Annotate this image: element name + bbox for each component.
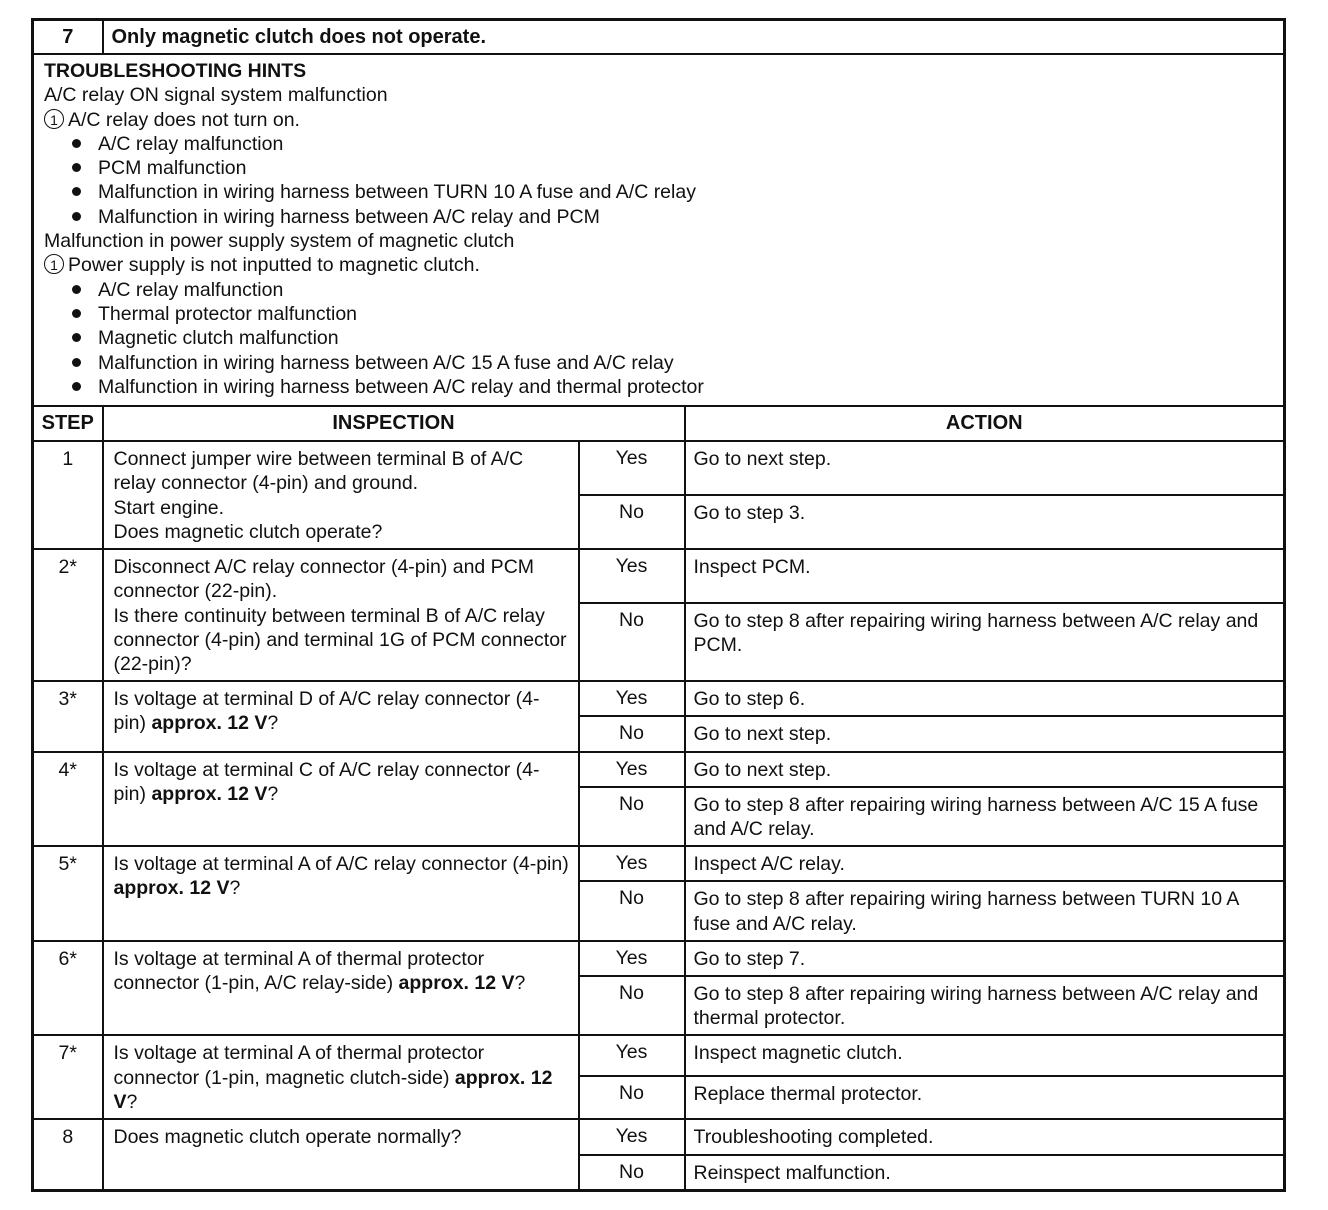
yes-action: Troubleshooting completed. [685,1119,1285,1154]
no-action: Go to step 8 after repairing wiring harness between A/C 15 A fuse and A/C relay. [685,787,1285,846]
circled-number-icon: 1 [44,109,64,129]
yes-label: Yes [579,846,685,881]
troubleshooting-sheet [31,18,1283,1192]
circled-number-icon: 1 [44,254,64,274]
header-number: 7 [33,20,103,55]
hints-row [33,54,1285,406]
no-label: No [579,1076,685,1119]
yes-label: Yes [579,1119,685,1154]
hint-bullet: PCM malfunction [44,156,1283,180]
step-number: 5* [33,846,103,941]
hint-bullet: A/C relay malfunction [44,132,1283,156]
yes-label: Yes [579,681,685,716]
bullet-icon [72,285,81,294]
yes-label: Yes [579,441,685,495]
header-title: Only magnetic clutch does not operate. [103,20,1285,55]
bullet-icon [72,187,81,196]
bullet-icon [72,309,81,318]
header-row [33,20,1285,55]
no-label: No [579,603,685,681]
column-action: ACTION [685,406,1285,441]
no-label: No [579,881,685,940]
step-row [33,549,1285,603]
step-inspection: Is voltage at terminal A of thermal protector connector (1-pin, A/C relay-side) approx. 12 V? [103,941,579,1036]
yes-label: Yes [579,1035,685,1076]
hint-subheading: 1 Power supply is not inputted to magnetic clutch. [44,253,1283,277]
no-label: No [579,1155,685,1191]
hint-heading: A/C relay ON signal system malfunction [44,84,388,107]
step-number: 1 [33,441,103,549]
no-action: Go to next step. [685,716,1285,751]
step-number: 4* [33,752,103,847]
yes-action: Go to next step. [685,752,1285,787]
yes-action: Go to step 7. [685,941,1285,976]
bullet-icon [72,163,81,172]
yes-label: Yes [579,549,685,603]
yes-action: Go to next step. [685,441,1285,495]
hint-bullet: Malfunction in wiring harness between A/C relay and thermal protector [44,375,1283,399]
hint-bullet: A/C relay malfunction [44,278,1283,302]
yes-action: Go to step 6. [685,681,1285,716]
bullet-icon [72,333,81,342]
step-row [33,752,1285,787]
yes-label: Yes [579,941,685,976]
hint-bullet: Malfunction in wiring harness between A/C relay and PCM [44,205,1283,229]
hint-heading: Malfunction in power supply system of magnetic clutch [44,230,515,253]
no-action: Replace thermal protector. [685,1076,1285,1119]
no-action: Go to step 3. [685,495,1285,549]
hint-subheading: 1 A/C relay does not turn on. [44,108,1283,132]
step-inspection: Connect jumper wire between terminal B of A/C relay connector (4-pin) and ground. Start engine. Does magnetic clutch operate? [103,441,579,549]
column-inspection: INSPECTION [103,406,685,441]
step-number: 6* [33,941,103,1036]
troubleshooting-hints [33,54,1285,406]
step-number: 2* [33,549,103,681]
yes-action: Inspect A/C relay. [685,846,1285,881]
column-step: STEP [33,406,103,441]
hints-title: TROUBLESHOOTING HINTS [44,60,307,82]
yes-action: Inspect PCM. [685,549,1285,603]
step-inspection: Disconnect A/C relay connector (4-pin) and PCM connector (22-pin). Is there continuity between terminal B of A/C relay connector (4-pin) and terminal 1G of PCM connector (22-pin)? [103,549,579,681]
hint-bullet: Thermal protector malfunction [44,302,1283,326]
hint-bullet: Malfunction in wiring harness between TURN 10 A fuse and A/C relay [44,180,1283,204]
step-number: 7* [33,1035,103,1119]
bullet-icon [72,382,81,391]
bullet-icon [72,358,81,367]
no-label: No [579,716,685,751]
step-inspection: Is voltage at terminal C of A/C relay connector (4-pin) approx. 12 V? [103,752,579,847]
step-row [33,941,1285,976]
no-action: Go to step 8 after repairing wiring harness between A/C relay and PCM. [685,603,1285,681]
bullet-icon [72,212,81,221]
yes-action: Inspect magnetic clutch. [685,1035,1285,1076]
step-row [33,1035,1285,1076]
no-label: No [579,495,685,549]
no-action: Go to step 8 after repairing wiring harness between A/C relay and thermal protector. [685,976,1285,1035]
step-row [33,846,1285,881]
step-number: 3* [33,681,103,751]
step-inspection: Is voltage at terminal A of A/C relay connector (4-pin) approx. 12 V? [103,846,579,941]
hint-bullet: Malfunction in wiring harness between A/C 15 A fuse and A/C relay [44,351,1283,375]
step-row [33,1119,1285,1154]
no-label: No [579,787,685,846]
no-action: Go to step 8 after repairing wiring harness between TURN 10 A fuse and A/C relay. [685,881,1285,940]
yes-label: Yes [579,752,685,787]
step-inspection: Is voltage at terminal D of A/C relay connector (4-pin) approx. 12 V? [103,681,579,751]
hint-bullet: Magnetic clutch malfunction [44,326,1283,350]
no-label: No [579,976,685,1035]
no-action: Reinspect malfunction. [685,1155,1285,1191]
step-row [33,681,1285,716]
column-header-row [33,406,1285,441]
step-row [33,441,1285,495]
step-number: 8 [33,1119,103,1190]
troubleshooting-table [31,18,1286,1192]
step-inspection: Does magnetic clutch operate normally? [103,1119,579,1190]
step-inspection: Is voltage at terminal A of thermal protector connector (1-pin, magnetic clutch-side) approx. 12 V? [103,1035,579,1119]
bullet-icon [72,139,81,148]
